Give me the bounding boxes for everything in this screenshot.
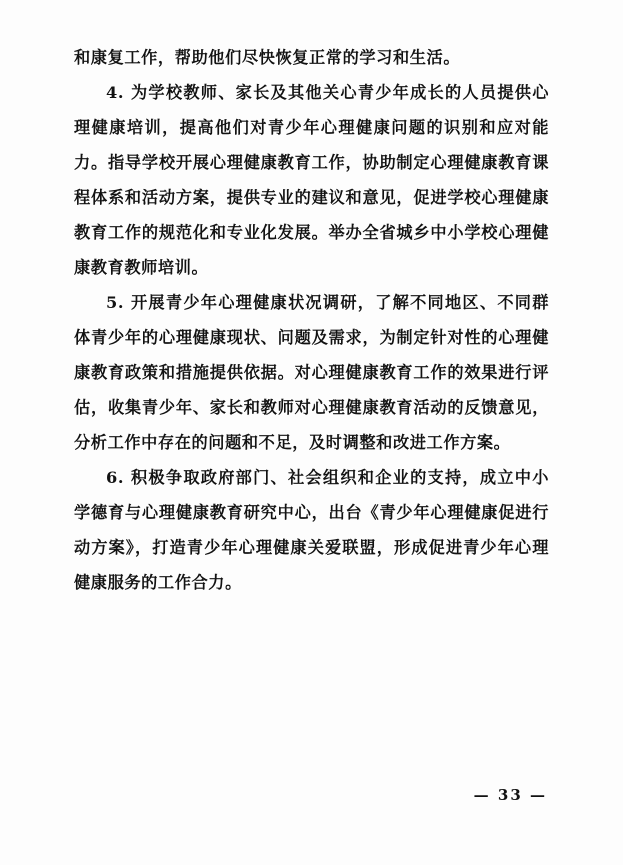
page-number: — 33 — — [473, 786, 547, 804]
paragraph-continued: 和康复工作，帮助他们尽快恢复正常的学习和生活。 — [74, 48, 461, 67]
paragraph-item-5: 5. 开展青少年心理健康状况调研，了解不同地区、不同群体青少年的心理健康现状、问题及需求，为制定针对性的心理健康教育政策和措施提供依据。对心理健康教育工作的效果进行评估，收集青少年、家长和教师对心理健康教育活动的反馈意见，分析工作中存在的问题和不足，及时调整和改进工作方案。 — [74, 293, 549, 452]
paragraph-item-4: 4. 为学校教师、家长及其他关心青少年成长的人员提供心理健康培训，提高他们对青少年心理健康问题的识别和应对能力。指导学校开展心理健康教育工作，协助制定心理健康教育课程体系和活动方案，提供专业的建议和意见，促进学校心理健康教育工作的规范化和专业化发展。举办全省城乡中小学校心理健康教育教师培训。 — [74, 83, 549, 277]
paragraph-item-6: 6. 积极争取政府部门、社会组织和企业的支持，成立中小学德育与心理健康教育研究中心，出台《青少年心理健康促进行动方案》，打造青少年心理健康关爱联盟，形成促进青少年心理健康服务的工作合力。 — [74, 468, 549, 592]
document-body — [74, 40, 549, 600]
